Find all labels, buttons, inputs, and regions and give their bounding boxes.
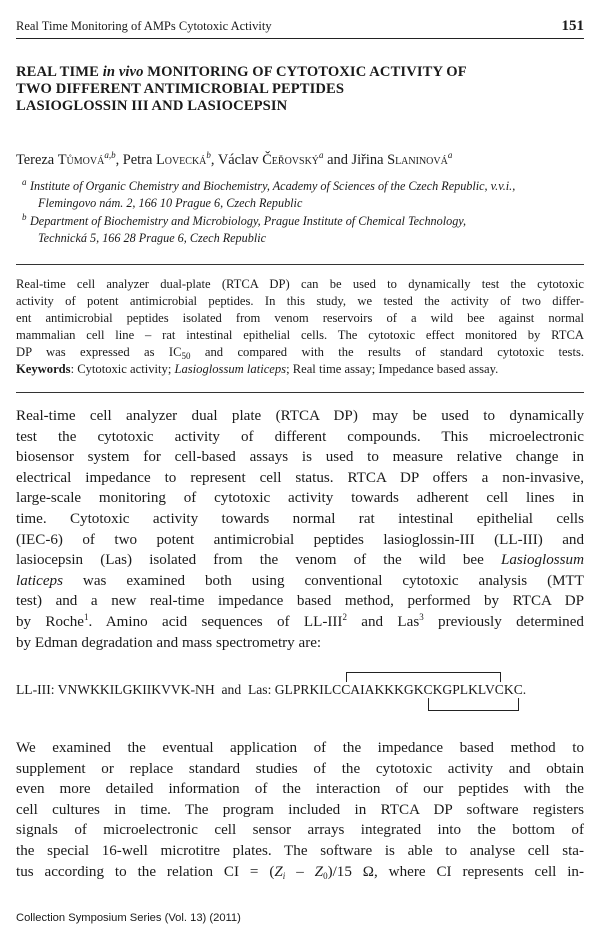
abstract: Real-time cell analyzer dual-plate (RTCA DP) can be used to dynamically test the cytotoxic activity of potent antimicrobial peptides. In this study, we tested the activity of two differ- ent antimicrobial peptides isolated from venom reservoirs of a wild bee against normal mammalian cell line – rat intestinal epithelial cells. The cytotoxic effect monitored by RTCA DP was expressed as $IC_{50}$ and compared with the results of standard cytotoxic tests. Keywords: Cytotoxic activity; Lasioglossum laticeps; Real time assay; Impedance based assay. [16,277,584,376]
sequence-las: Las: GLPRKILCCAIAKKKGKCKGPLKLVCKC. [247,682,527,697]
disulfide-bridge-top [346,672,502,682]
running-head [16,16,584,39]
affiliation-b: b Department of Biochemistry and Microbiology, Prague Institute of Chemical Technology, Technická 5, 166 28 Prague 6, Czech Republic [22,212,467,245]
author-list: Tereza Tůmová$^{a,b}$, Petra Lovecká$^b$, Václav Čeřovský$^a$ and Jiřina Slaninová$^a$ [16,150,453,168]
article-title: REAL TIME in vivo MONITORING OF CYTOTOXIC ACTIVITY OF TWO DIFFERENT ANTIMICROBIAL PEPTIDES LASIOGLOSSIN III AND LASIOCEPSIN [16,64,467,114]
journal-footer: Collection Symposium Series (Vol. 13) (2011) [16,912,241,924]
page-number: 151 [561,18,584,34]
affiliation-a: a Institute of Organic Chemistry and Biochemistry, Academy of Sciences of the Czech Republic, v.v.i., Flemingovo nám. 2, 166 10 Prague 6, Czech Republic [22,177,516,210]
paragraph-2: We examined the eventual application of the impedance based method to supplement or replace standard studies of the cytotoxic activity and obtain even more detailed information of the interaction of our peptides with the cell cultures in time. The program included in RTCA DP software registers signals of microelectronic cell sensor arrays integrated into the bottom of the special 16-well microtitre plates. The software is able to analyse cell sta- tus according to the relation CI = $(Z_i - Z_0)/15$ Ω, where CI represents cell in- [16,740,584,881]
disulfide-bridge-bottom [428,698,519,711]
peptide-sequences: LL-III: VNWKKILGKIIKVVK-NH and Las: GLPRKILCCAIAKKKGKCKGPLKLVCKC. [16,682,527,697]
paragraph-1: Real-time cell analyzer dual plate (RTCA DP) may be used to dynamically test the cytotoxic activity of different compounds. This microelectronic biosensor system for cell-based assays is used to measure relative change in electrical impedance to represent cell status. RTCA DP offers a non-invasive, large-scale monitoring of cytotoxic activity towards adherent cell lines in time. Cytotoxic activity towards normal rat intestinal epithelial cells (IEC-6) of two potent antimicrobial peptides lasioglossin-III (LL-III) and lasiocepsin (Las) isolated from the venom of the wild bee Lasioglossum laticeps was examined both using conventional cytotoxic analysis (MTT test) and a new real-time impedance based method, performed by RTCA DP by Roche$^1$. Amino acid sequences of LL-III$^2$ and Las$^3$ previously determined by Edman degradation and mass spectrometry are: [16,408,584,651]
abstract-rule-top [16,264,584,265]
keywords: Keywords: Cytotoxic activity; Lasioglossum laticeps; Real time assay; Impedance based assay. [16,362,499,376]
abstract-rule-bottom [16,392,584,393]
sequence-ll3: LL-III: VNWKKILGKIIKVVK-NH [16,682,215,697]
running-head-title: Real Time Monitoring of AMPs Cytotoxic Activity [16,19,272,33]
